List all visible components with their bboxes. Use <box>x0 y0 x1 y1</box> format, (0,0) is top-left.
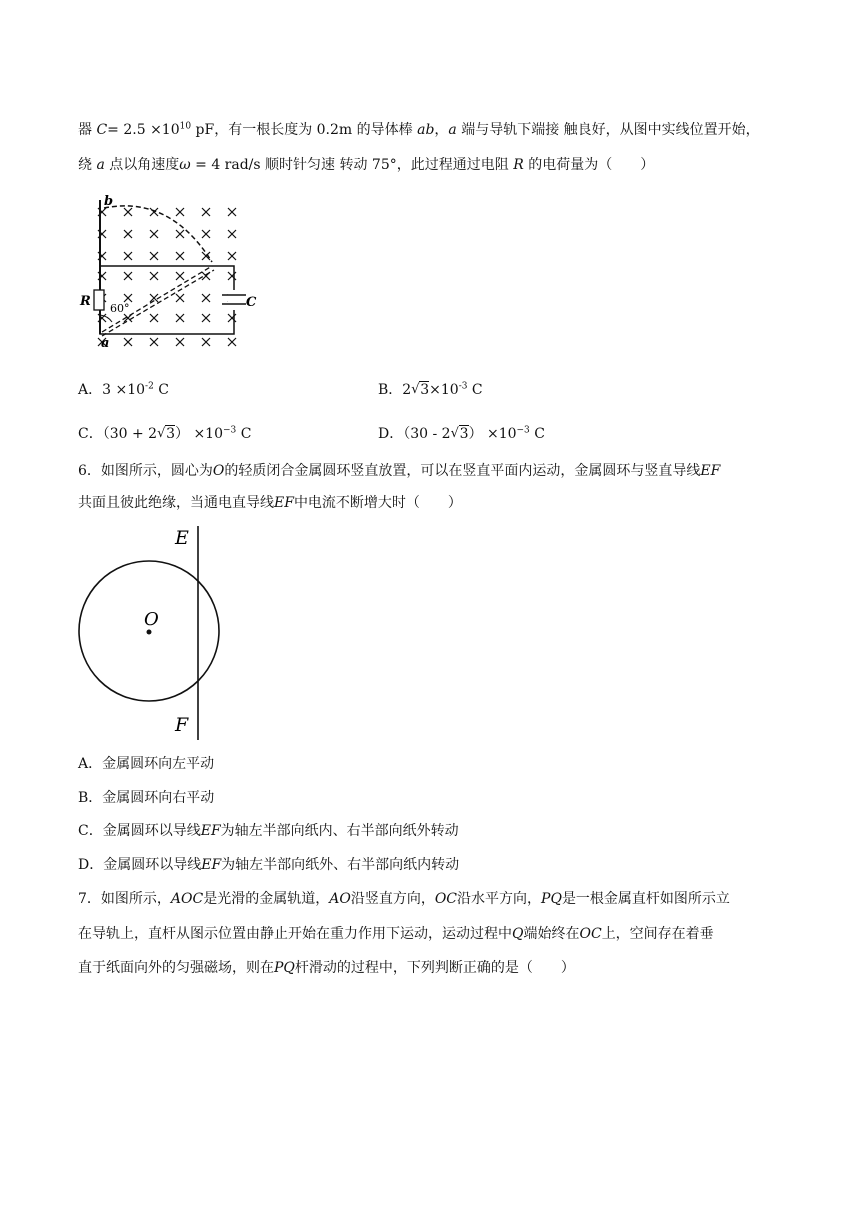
angle-label: 60° <box>110 302 130 315</box>
q5-stem-line2: 绕 a 点以角速度ω = 4 rad/s 顺时针匀速 转动 75°，此过程通过电阻 R 的电荷量为（ ） <box>78 157 655 173</box>
label-E: E <box>175 527 189 549</box>
center-dot <box>147 630 152 635</box>
q7-stem-line1: 7．如图所示，AOC是光滑的金属轨道，AO沿竖直方向，OC沿水平方向，PQ是一根金属直杆如图所示立 <box>78 891 730 907</box>
q5-option-a[interactable]: A．$3 \times 10^{-2}$ C <box>78 381 169 398</box>
label-O: O <box>144 609 159 630</box>
q7-stem-line2: 在导轨上，直杆从图示位置由静止开始在重力作用下运动，运动过程中Q端始终在OC上，空间存在着垂 <box>78 926 714 942</box>
q6-option-a[interactable]: A．金属圆环向左平动 <box>78 756 215 772</box>
q6-stem-line1: 6．如图所示，圆心为O的轻质闭合金属圆环竖直放置，可以在竖直平面内运动，金属圆环与竖直导线EF <box>78 463 721 479</box>
label-F: F <box>175 714 189 736</box>
q6-ring-wire-figure <box>76 526 216 741</box>
magnetic-field-x-marks <box>98 208 236 346</box>
q6-stem-line2: 共面且彼此绝缘，当通电直导线EF中电流不断增大时（ ） <box>78 495 462 511</box>
label-b: b <box>104 194 114 209</box>
q5-option-b[interactable]: B．2 √ $3\times 10^{-3}$ C <box>378 381 483 398</box>
q5-option-c[interactable]: C．（30 + 2 √ $3) \times 10^{-3}$ C <box>78 425 252 442</box>
label-R: R <box>80 294 91 309</box>
q7-stem-line3: 直于纸面向外的匀强磁场，则在PQ杆滑动的过程中，下列判断正确的是（ ） <box>78 960 575 976</box>
q6-option-c[interactable]: C．金属圆环以导线EF为轴左半部向纸内、右半部向纸外转动 <box>78 823 459 839</box>
q5-stem-line1: 器 $C= 2.5 \times 10^{10}$ pF，有一根长度为 0.2m 的导体棒 ab，a 端与导轨下端接 触良好，从图中实线位置开始， <box>78 121 760 138</box>
label-a: a <box>101 336 110 351</box>
q6-option-b[interactable]: B．金属圆环向右平动 <box>78 790 215 806</box>
q5-circuit-figure <box>80 190 260 360</box>
label-C: C <box>246 295 257 310</box>
q5-option-d[interactable]: D．（30 - 2 √ $3) \times 10^{-3}$ C <box>378 425 545 442</box>
q6-option-d[interactable]: D．金属圆环以导线EF为轴左半部向纸外、右半部向纸内转动 <box>78 857 460 873</box>
